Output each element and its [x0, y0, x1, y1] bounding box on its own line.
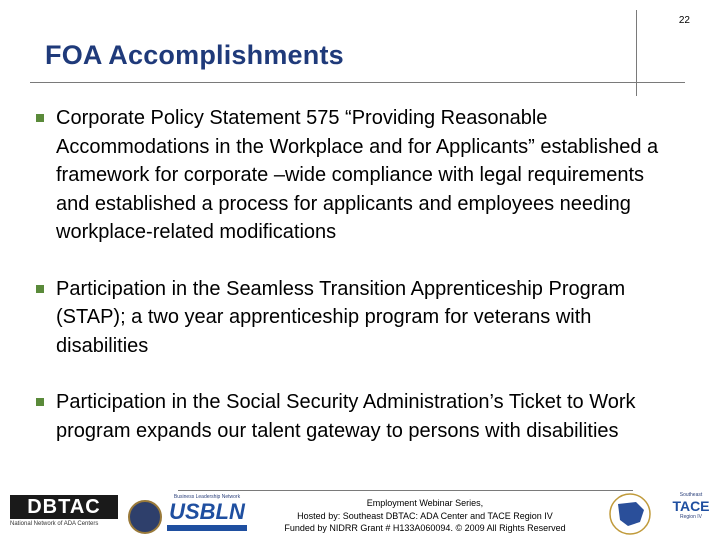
tace-logo-name: TACE — [672, 498, 710, 514]
footer-credits — [260, 497, 590, 535]
dbtac-logo-subtitle: National Network of ADA Centers — [10, 521, 99, 527]
tace-logo-region: Region IV — [680, 514, 702, 520]
footer-line-3: Funded by NIDRR Grant # H133A060094. © 2009 All Rights Reserved — [284, 523, 566, 533]
bullet-item — [36, 275, 676, 361]
bullet-item — [36, 104, 676, 247]
bullet-text: Participation in the Social Security Administration’s Ticket to Work program expands our talent gateway to persons with disabilities — [56, 391, 636, 442]
bullet-square-icon — [36, 114, 44, 122]
tace-logo-top: Southeast — [679, 492, 703, 498]
dbtac-logo — [10, 495, 118, 531]
slide-title: FOA Accomplishments — [45, 40, 344, 70]
usbln-logo-top: Business Leadership Network — [173, 494, 241, 500]
tace-logo — [667, 492, 715, 532]
seal-logo — [128, 500, 162, 534]
southeast-seal-logo — [600, 492, 660, 536]
bullet-text: Participation in the Seamless Transition Apprenticeship Program (STAP); a two year apprenticeship program for veterans with disabilities — [56, 277, 626, 357]
bullet-list — [36, 104, 676, 445]
footer-divider — [178, 490, 633, 491]
bullet-square-icon — [36, 398, 44, 406]
title-divider-vertical — [636, 10, 637, 96]
footer-line-1: Employment Webinar Series, — [366, 498, 484, 508]
dbtac-logo-name: DBTAC — [10, 495, 118, 519]
page-number: 22 — [678, 15, 690, 26]
usbln-logo — [167, 494, 247, 530]
title-divider-horizontal — [30, 82, 685, 83]
footer-line-2: Hosted by: Southeast DBTAC: ADA Center and TACE Region IV — [297, 510, 553, 521]
bullet-item — [36, 388, 676, 445]
bullet-text: Corporate Policy Statement 575 “Providing Reasonable Accommodations in the Workplace and for Applicants” established a framework for corporate –wide compliance with legal requirements and established a process for applicants and employees needing workplace-related modifications — [56, 107, 659, 243]
usbln-logo-bar — [167, 525, 247, 531]
usbln-logo-name: USBLN — [169, 499, 245, 524]
bullet-square-icon — [36, 285, 44, 293]
